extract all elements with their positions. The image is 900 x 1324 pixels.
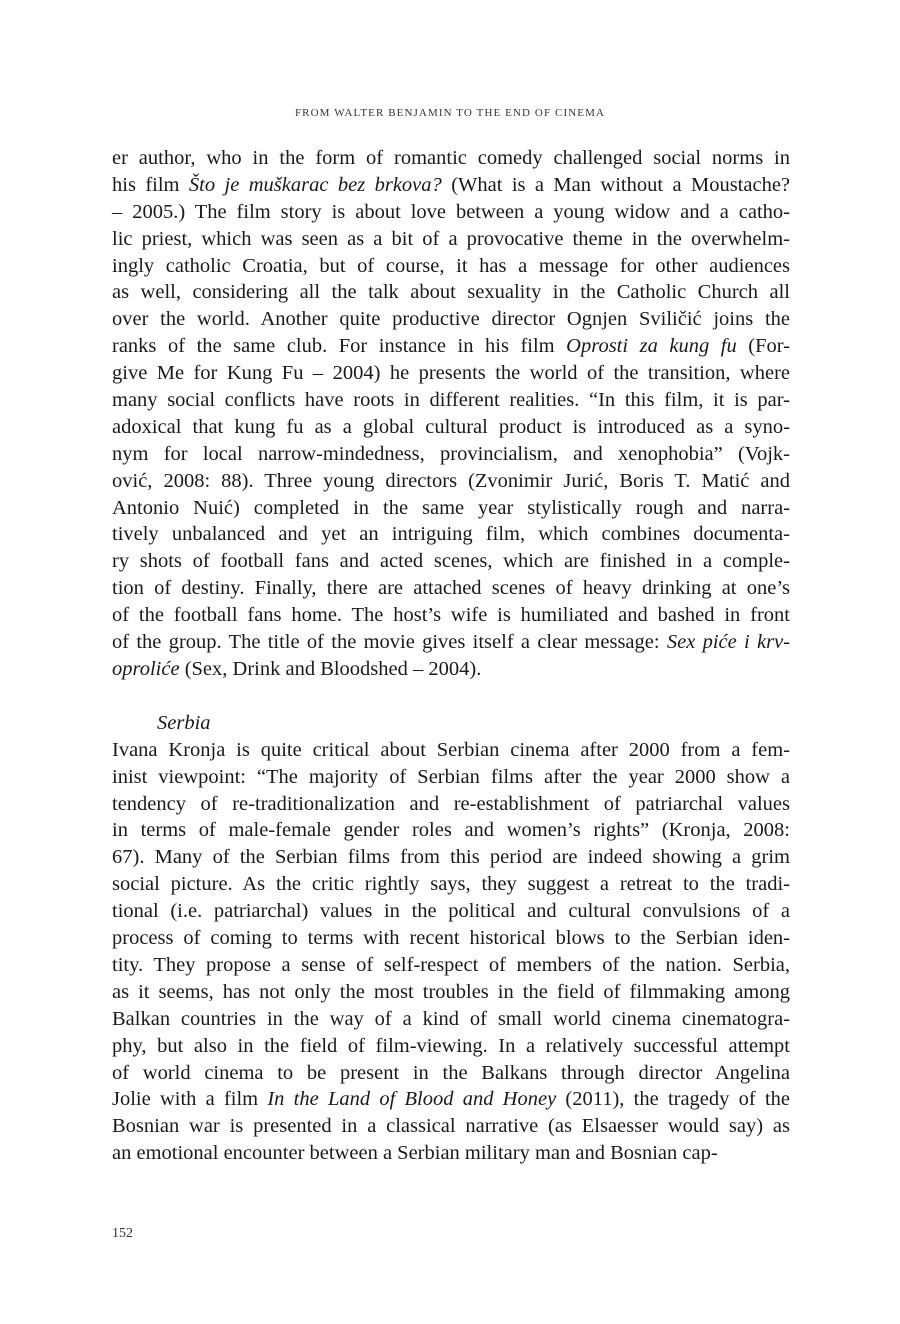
text-run: over the world. Another quite productive director Ognjen Sviličić joins the xyxy=(112,308,790,331)
text-line xyxy=(112,441,790,468)
text-run: as well, considering all the talk about sexuality in the Catholic Church all xyxy=(112,281,790,304)
text-line xyxy=(112,1060,790,1087)
italic-title: oproliće xyxy=(112,657,180,680)
italic-title: In the Land of Blood and Honey xyxy=(267,1088,557,1111)
text-line xyxy=(112,737,790,764)
text-run: of the football fans home. The host’s wife is humiliated and bashed in front xyxy=(112,604,790,627)
text-line xyxy=(112,629,790,656)
text-run: adoxical that kung fu as a global cultural product is introduced as a syno- xyxy=(112,415,790,438)
text-run: social picture. As the critic rightly says, they suggest a retreat to the tradi- xyxy=(112,873,790,896)
text-run: lic priest, which was seen as a bit of a provocative theme in the overwhelm- xyxy=(112,227,790,250)
text-run: ingly catholic Croatia, but of course, it has a message for other audiences xyxy=(112,254,790,277)
text-run: of world cinema to be present in the Balkans through director Angelina xyxy=(112,1061,790,1084)
italic-title: Što je muškarac bez brkova? xyxy=(188,173,442,196)
paragraph-gap xyxy=(112,683,790,710)
text-run: er author, who in the form of romantic comedy challenged social norms in xyxy=(112,147,790,169)
text-line xyxy=(112,145,790,172)
text-run: (2011), the tragedy of the xyxy=(556,1088,790,1111)
italic-title: Oprosti za kung fu xyxy=(566,335,737,358)
text-run: as it seems, has not only the most troubles in the field of filmmaking among xyxy=(112,980,790,1003)
text-run: (What is a Man without a Moustache? xyxy=(441,173,791,196)
text-run: an emotional encounter between a Serbian military man and Bosnian cap- xyxy=(112,1142,718,1165)
text-run: his film xyxy=(112,173,189,196)
text-line xyxy=(112,414,790,441)
text-line xyxy=(112,871,790,898)
page-number: 152 xyxy=(112,1226,133,1241)
text-run: tity. They propose a sense of self-respect of members of the nation. Serbia, xyxy=(112,953,790,976)
text-run: in terms of male-female gender roles and women’s rights” (Kronja, 2008: xyxy=(112,819,790,842)
text-line xyxy=(112,548,790,575)
text-line xyxy=(112,521,790,548)
text-run: tendency of re-traditionalization and re-establishment of patriarchal values xyxy=(112,792,790,815)
text-line xyxy=(112,226,790,253)
text-line xyxy=(112,1033,790,1060)
text-run: Ivana Kronja is quite critical about Serbian cinema after 2000 from a fem- xyxy=(112,738,790,761)
section-heading: Serbia xyxy=(157,711,211,734)
text-line xyxy=(112,925,790,952)
text-line xyxy=(112,199,790,226)
text-line xyxy=(112,575,790,602)
text-line xyxy=(112,1140,790,1167)
text-line xyxy=(112,844,790,871)
text-run: Jolie with a film xyxy=(112,1088,268,1111)
text-run: tively unbalanced and yet an intriguing film, which combines documenta- xyxy=(112,523,790,546)
text-run: ranks of the same club. For instance in his film xyxy=(112,335,567,358)
running-head: FROM WALTER BENJAMIN TO THE END OF CINEMA xyxy=(294,107,606,119)
text-run: of the group. The title of the movie gives itself a clear message: xyxy=(112,631,667,654)
italic-title: Sex piće i krv- xyxy=(666,631,791,654)
text-run: process of coming to terms with recent historical blows to the Serbian iden- xyxy=(112,927,790,950)
text-run: ry shots of football fans and acted scenes, which are finished in a comple- xyxy=(112,550,790,573)
paragraph-1 xyxy=(112,145,790,683)
text-run: (Sex, Drink and Bloodshed – 2004). xyxy=(179,657,482,680)
text-line xyxy=(112,495,790,522)
text-line xyxy=(112,791,790,818)
text-run: (For- xyxy=(736,335,790,358)
text-run: tional (i.e. patriarchal) values in the political and cultural convulsions of a xyxy=(112,900,790,923)
text-line xyxy=(112,1113,790,1140)
text-line xyxy=(112,306,790,333)
text-line xyxy=(112,279,790,306)
text-line xyxy=(112,764,790,791)
text-line xyxy=(112,172,790,199)
text-run: Balkan countries in the way of a kind of small world cinema cinematogra- xyxy=(112,1007,790,1030)
text-line xyxy=(112,468,790,495)
text-line xyxy=(112,602,790,629)
text-line xyxy=(112,253,790,280)
text-line xyxy=(112,979,790,1006)
text-run: Bosnian war is presented in a classical narrative (as Elsaesser would say) as xyxy=(112,1115,790,1138)
body-text xyxy=(112,145,790,1167)
text-run: phy, but also in the field of film-viewing. In a relatively successful attempt xyxy=(112,1034,790,1057)
text-line xyxy=(112,952,790,979)
text-line xyxy=(112,1006,790,1033)
text-line xyxy=(112,333,790,360)
text-run: 67). Many of the Serbian films from this period are indeed showing a grim xyxy=(112,846,790,869)
text-line xyxy=(112,360,790,387)
text-run: inist viewpoint: “The majority of Serbian films after the year 2000 show a xyxy=(112,765,790,788)
text-run: many social conflicts have roots in different realities. “In this film, it is par- xyxy=(112,389,790,412)
text-run: nym for local narrow-mindedness, provincialism, and xenophobia” (Vojk- xyxy=(112,442,790,465)
paragraph-2 xyxy=(112,737,790,1167)
text-line xyxy=(112,387,790,414)
text-run: give Me for Kung Fu – 2004) he presents the world of the transition, where xyxy=(112,362,790,385)
text-line xyxy=(112,656,790,683)
text-run: – 2005.) The film story is about love between a young widow and a catho- xyxy=(112,200,790,223)
text-line xyxy=(112,817,790,844)
text-run: tion of destiny. Finally, there are attached scenes of heavy drinking at one’s xyxy=(112,577,790,600)
text-run: Antonio Nuić) completed in the same year stylistically rough and narra- xyxy=(112,496,790,519)
text-line xyxy=(112,898,790,925)
text-line xyxy=(112,1086,790,1113)
text-run: ović, 2008: 88). Three young directors (Zvonimir Jurić, Boris T. Matić and xyxy=(112,469,790,492)
